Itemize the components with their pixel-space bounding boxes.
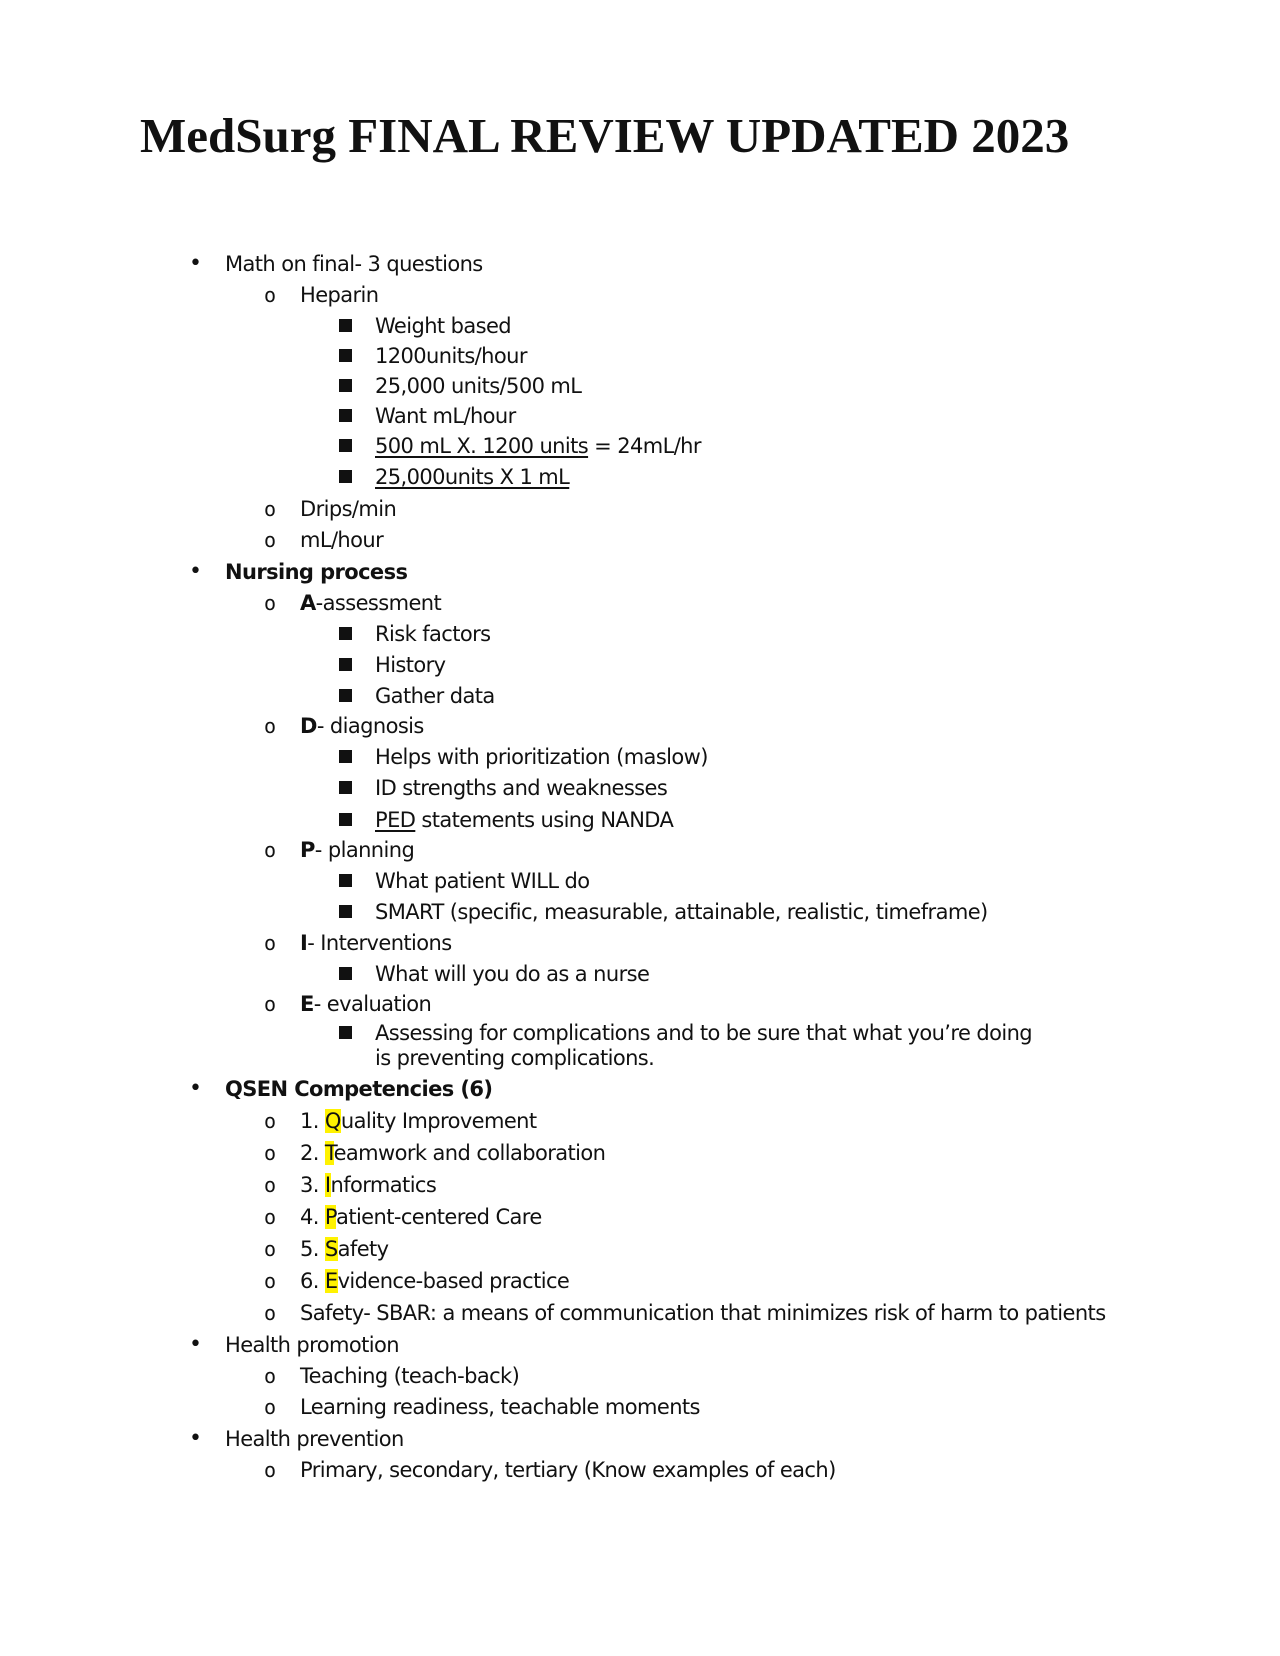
item-text: Helps with prioritization (maslow) xyxy=(375,745,708,769)
item-text: eamwork and collaboration xyxy=(333,1141,606,1165)
square-bullet-icon xyxy=(339,1026,352,1039)
list-item xyxy=(375,310,511,342)
section-heading: QSEN Competencies (6) xyxy=(225,1077,493,1101)
section-heading: Nursing process xyxy=(225,560,408,584)
item-text: Weight based xyxy=(375,314,512,338)
item-text: afety xyxy=(337,1237,389,1261)
step-letter: A xyxy=(300,591,316,615)
list-item xyxy=(264,710,424,742)
calc-denominator: 25,000units X 1 mL xyxy=(375,465,570,489)
list-item xyxy=(264,1169,437,1201)
list-item xyxy=(375,430,701,462)
list-item xyxy=(189,248,483,280)
circle-marker: o xyxy=(264,1269,276,1293)
circle-marker: o xyxy=(264,1458,276,1482)
list-item xyxy=(264,1265,570,1297)
item-text: atient-centered Care xyxy=(336,1205,542,1229)
item-text: - diagnosis xyxy=(316,714,424,738)
list-item xyxy=(375,772,667,804)
list-item xyxy=(264,587,442,619)
square-bullet-icon xyxy=(339,627,352,640)
item-text: Primary, secondary, tertiary (Know examples of each) xyxy=(300,1458,836,1482)
item-text: ID strengths and weaknesses xyxy=(375,776,668,800)
highlighted-letter: I xyxy=(324,1173,331,1197)
list-item xyxy=(264,1105,537,1137)
item-text: History xyxy=(375,653,446,677)
circle-marker: o xyxy=(264,497,276,521)
ped-acronym: PED xyxy=(375,808,416,832)
item-number: 4. xyxy=(300,1205,325,1229)
circle-marker: o xyxy=(264,992,276,1016)
item-text: is preventing complications. xyxy=(375,1046,655,1070)
item-text: statements using NANDA xyxy=(415,808,674,832)
item-text: Risk factors xyxy=(375,622,491,646)
list-item xyxy=(189,1329,399,1361)
square-bullet-icon xyxy=(339,439,352,452)
square-bullet-icon xyxy=(339,905,352,918)
bullet-marker: • xyxy=(189,1426,202,1451)
step-letter: P xyxy=(300,838,315,862)
square-bullet-icon xyxy=(339,658,352,671)
item-text: Math on final- 3 questions xyxy=(225,252,483,276)
item-text: -assessment xyxy=(315,591,442,615)
list-item xyxy=(375,680,495,712)
square-bullet-icon xyxy=(339,750,352,763)
item-number: 5. xyxy=(300,1237,325,1261)
item-text: SMART (specific, measurable, attainable, realistic, timeframe) xyxy=(375,900,988,924)
circle-marker: o xyxy=(264,528,276,552)
item-text: Learning readiness, teachable moments xyxy=(300,1395,700,1419)
highlighted-letter: E xyxy=(324,1269,338,1293)
list-item xyxy=(264,1233,389,1265)
item-text: Want mL/hour xyxy=(375,404,516,428)
square-bullet-icon xyxy=(339,470,352,483)
item-text: What will you do as a nurse xyxy=(375,962,650,986)
highlighted-letter: P xyxy=(324,1205,337,1229)
item-number: 1. xyxy=(300,1109,325,1133)
list-item xyxy=(189,556,408,588)
item-text: 1200units/hour xyxy=(375,344,527,368)
list-item xyxy=(375,618,490,650)
highlighted-letter: S xyxy=(324,1237,338,1261)
list-item xyxy=(264,834,415,866)
circle-marker: o xyxy=(264,1301,276,1325)
square-bullet-icon xyxy=(339,781,352,794)
bullet-marker: • xyxy=(189,559,202,584)
circle-marker: o xyxy=(264,1237,276,1261)
circle-marker: o xyxy=(264,1109,276,1133)
list-item xyxy=(375,958,649,990)
item-text: uality Improvement xyxy=(340,1109,537,1133)
item-text: Assessing for complications and to be sure that what you’re doing xyxy=(375,1021,1033,1045)
bullet-marker: • xyxy=(189,251,202,276)
circle-marker: o xyxy=(264,283,276,307)
item-text: mL/hour xyxy=(300,528,384,552)
circle-marker: o xyxy=(264,591,276,615)
item-number: 2. xyxy=(300,1141,325,1165)
square-bullet-icon xyxy=(339,874,352,887)
list-item xyxy=(375,896,988,928)
item-text: vidence-based practice xyxy=(337,1269,570,1293)
square-bullet-icon xyxy=(339,379,352,392)
list-item xyxy=(264,988,432,1020)
calc-result: = 24mL/hr xyxy=(588,434,701,458)
list-item xyxy=(264,1454,836,1486)
list-item xyxy=(375,804,673,836)
list-item xyxy=(264,1201,542,1233)
list-item xyxy=(189,1073,493,1105)
list-item xyxy=(264,1360,520,1392)
list-item xyxy=(189,1423,404,1455)
bullet-marker: • xyxy=(189,1076,202,1101)
circle-marker: o xyxy=(264,1395,276,1419)
item-text: Health prevention xyxy=(225,1427,404,1451)
item-text: - planning xyxy=(314,838,415,862)
calc-numerator: 500 mL X. 1200 units xyxy=(375,434,589,458)
square-bullet-icon xyxy=(339,319,352,332)
list-item xyxy=(375,649,446,681)
circle-marker: o xyxy=(264,714,276,738)
square-bullet-icon xyxy=(339,349,352,362)
list-item xyxy=(264,524,384,556)
step-letter: I xyxy=(300,931,308,955)
list-item xyxy=(375,370,581,402)
list-item xyxy=(264,279,379,311)
circle-marker: o xyxy=(264,1141,276,1165)
circle-marker: o xyxy=(264,1173,276,1197)
highlighted-letter: Q xyxy=(324,1109,341,1133)
circle-marker: o xyxy=(264,931,276,955)
step-letter: E xyxy=(300,992,314,1016)
item-text: - evaluation xyxy=(313,992,432,1016)
step-letter: D xyxy=(300,714,317,738)
item-text: - Interventions xyxy=(307,931,452,955)
item-number: 6. xyxy=(300,1269,325,1293)
list-item xyxy=(264,927,452,959)
item-text: What patient WILL do xyxy=(375,869,590,893)
highlighted-letter: T xyxy=(324,1141,334,1165)
square-bullet-icon xyxy=(339,813,352,826)
item-text: Heparin xyxy=(300,283,379,307)
square-bullet-icon xyxy=(339,689,352,702)
item-text: nformatics xyxy=(330,1173,437,1197)
circle-marker: o xyxy=(264,1364,276,1388)
list-item-continuation xyxy=(375,1042,654,1074)
list-item xyxy=(264,1391,700,1423)
item-text: 25,000 units/500 mL xyxy=(375,374,582,398)
item-text: Drips/min xyxy=(300,497,397,521)
item-text: Health promotion xyxy=(225,1333,399,1357)
bullet-marker: • xyxy=(189,1332,202,1357)
list-item xyxy=(375,741,708,773)
list-item xyxy=(375,865,589,897)
document-title: MedSurg FINAL REVIEW UPDATED 2023 xyxy=(140,108,1070,163)
item-text: Gather data xyxy=(375,684,495,708)
item-text: Teaching (teach-back) xyxy=(300,1364,520,1388)
item-number: 3. xyxy=(300,1173,325,1197)
circle-marker: o xyxy=(264,1205,276,1229)
square-bullet-icon xyxy=(339,409,352,422)
circle-marker: o xyxy=(264,838,276,862)
list-item xyxy=(375,340,527,372)
list-item xyxy=(264,1137,606,1169)
square-bullet-icon xyxy=(339,967,352,980)
list-item xyxy=(375,461,569,493)
list-item xyxy=(375,400,516,432)
item-text: Safety- SBAR: a means of communication that minimizes risk of harm to patients xyxy=(300,1301,1106,1325)
list-item xyxy=(264,493,397,525)
list-item xyxy=(264,1297,1106,1329)
